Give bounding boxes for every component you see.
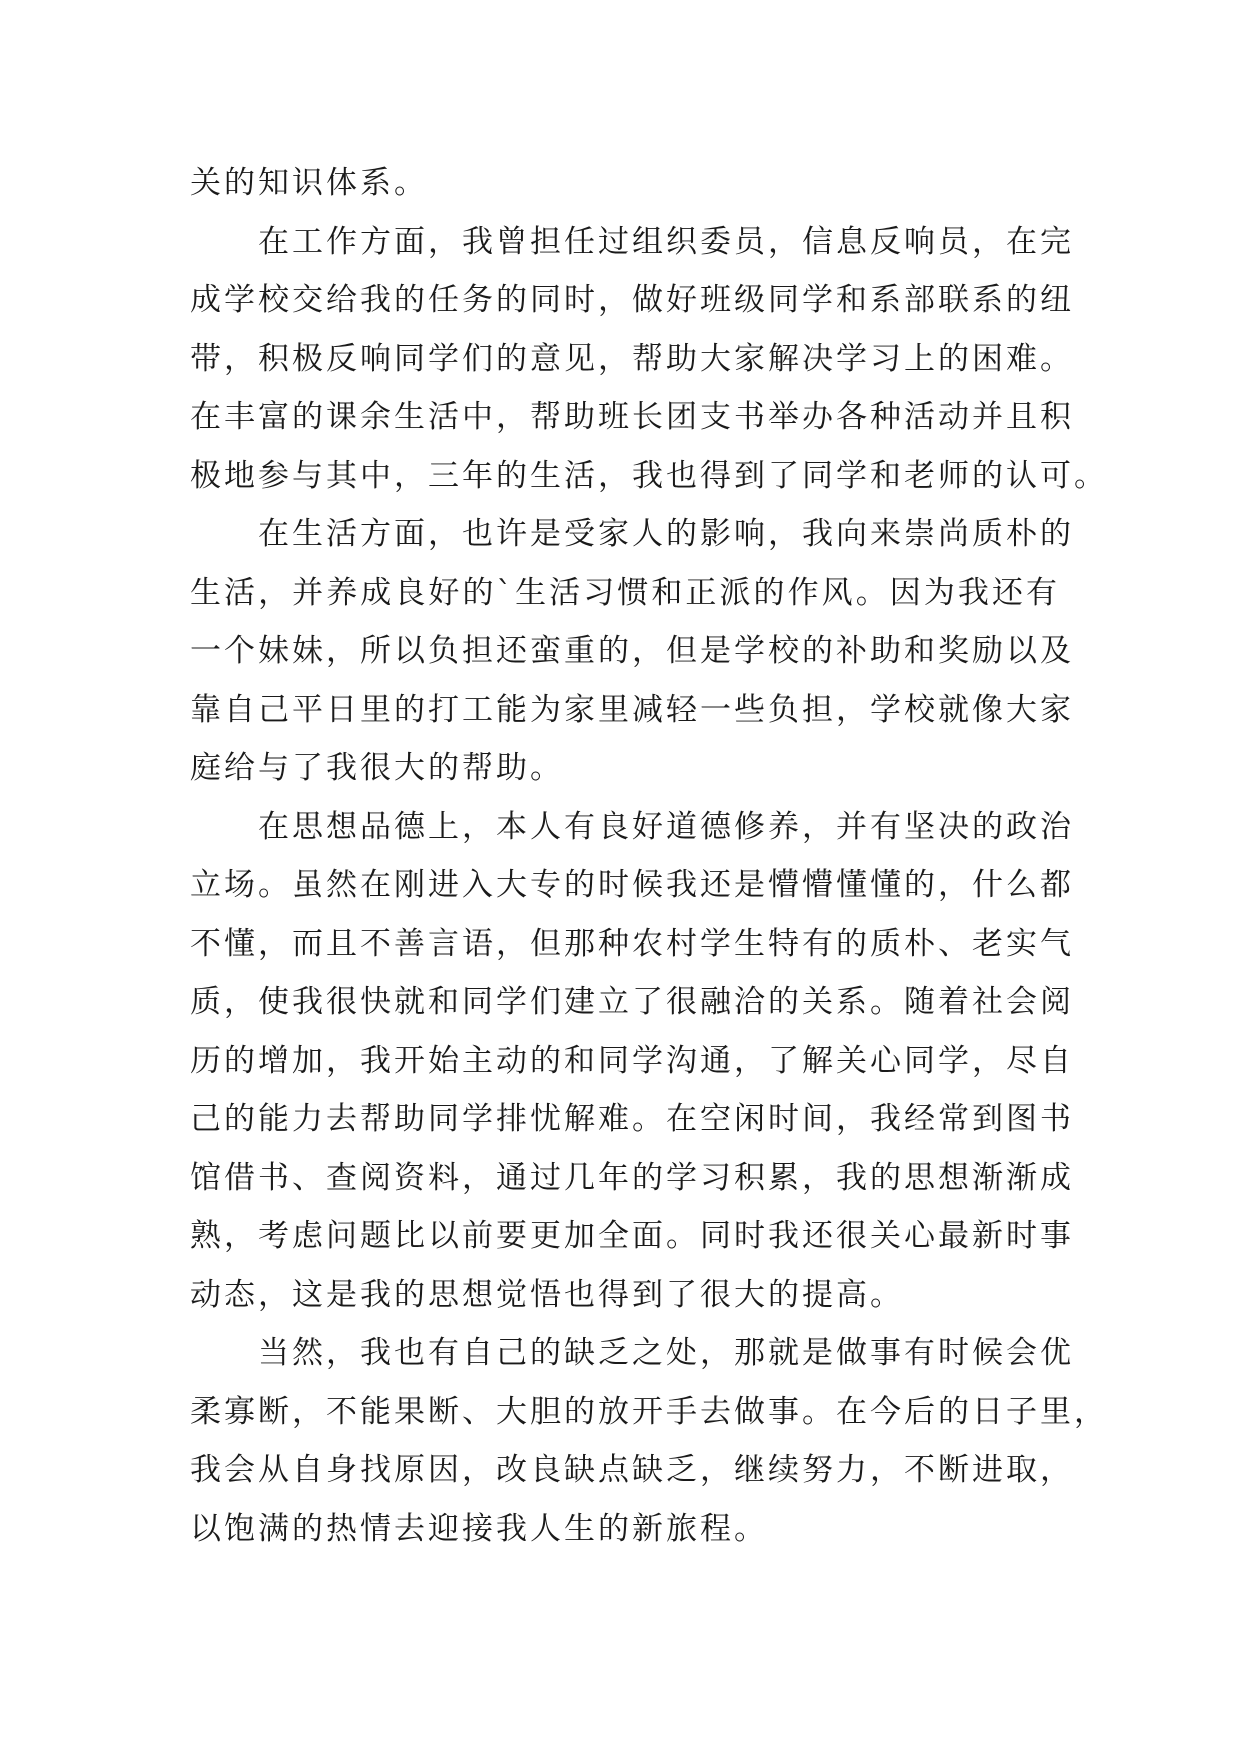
paragraph-work [190, 213, 1108, 506]
text-line: 动态，这是我的思想觉悟也得到了很大的提高。 [190, 1276, 904, 1313]
text-line: 馆借书、查阅资料，通过几年的学习积累，我的思想渐渐成 [190, 1159, 1074, 1196]
text-line: 在生活方面，也许是受家人的影响，我向来崇尚质朴的 [258, 516, 1074, 552]
paragraph-morality [190, 798, 1074, 1325]
text-line: 当然，我也有自己的缺乏之处，那就是做事有时候会优 [258, 1335, 1074, 1371]
text-line: 历的增加，我开始主动的和同学沟通，了解关心同学，尽自 [190, 1042, 1074, 1079]
text-line: 带，积极反响同学们的意见，帮助大家解决学习上的困难。 [190, 340, 1074, 377]
text-line: 以饱满的热情去迎接我人生的新旅程。 [190, 1510, 768, 1547]
text-line: 极地参与其中，三年的生活，我也得到了同学和老师的认可。 [190, 457, 1108, 494]
text-line: 不懂，而且不善言语，但那种农村学生特有的质朴、老实气 [190, 925, 1074, 962]
text-line: 熟，考虑问题比以前要更加全面。同时我还很关心最新时事 [190, 1218, 1074, 1254]
text-line: 质，使我很快就和同学们建立了很融洽的关系。随着社会阅 [190, 984, 1074, 1020]
text-line: 关的知识体系。 [190, 165, 428, 201]
paragraph-shortcomings [190, 1324, 1108, 1558]
text-line: 在思想品德上，本人有良好道德修养，并有坚决的政治 [258, 808, 1074, 845]
text-line: 立场。虽然在刚进入大专的时候我还是懵懵懂懂的，什么都 [190, 867, 1074, 903]
text-line: 成学校交给我的任务的同时，做好班级同学和系部联系的纽 [190, 282, 1074, 318]
document-body [190, 154, 1108, 1558]
text-line: 我会从自身找原因，改良缺点缺乏，继续努力，不断进取， [190, 1452, 1074, 1488]
text-line: 在工作方面，我曾担任过组织委员，信息反响员，在完 [258, 223, 1074, 260]
text-line: 在丰富的课余生活中，帮助班长团支书举办各种活动并且积 [190, 399, 1074, 435]
text-line: 靠自己平日里的打工能为家里减轻一些负担，学校就像大家 [190, 691, 1074, 728]
text-line: 庭给与了我很大的帮助。 [190, 750, 564, 786]
text-line: 己的能力去帮助同学排忧解难。在空闲时间，我经常到图书 [190, 1101, 1074, 1137]
text-line: 一个妹妹，所以负担还蛮重的，但是学校的补助和奖励以及 [190, 633, 1074, 669]
text-line: 柔寡断，不能果断、大胆的放开手去做事。在今后的日子里， [190, 1393, 1108, 1430]
paragraph [190, 154, 1060, 213]
text-line: 生活，并养成良好的`生活习惯和正派的作风。因为我还有 [190, 574, 1060, 611]
paragraph-life [190, 505, 1074, 798]
